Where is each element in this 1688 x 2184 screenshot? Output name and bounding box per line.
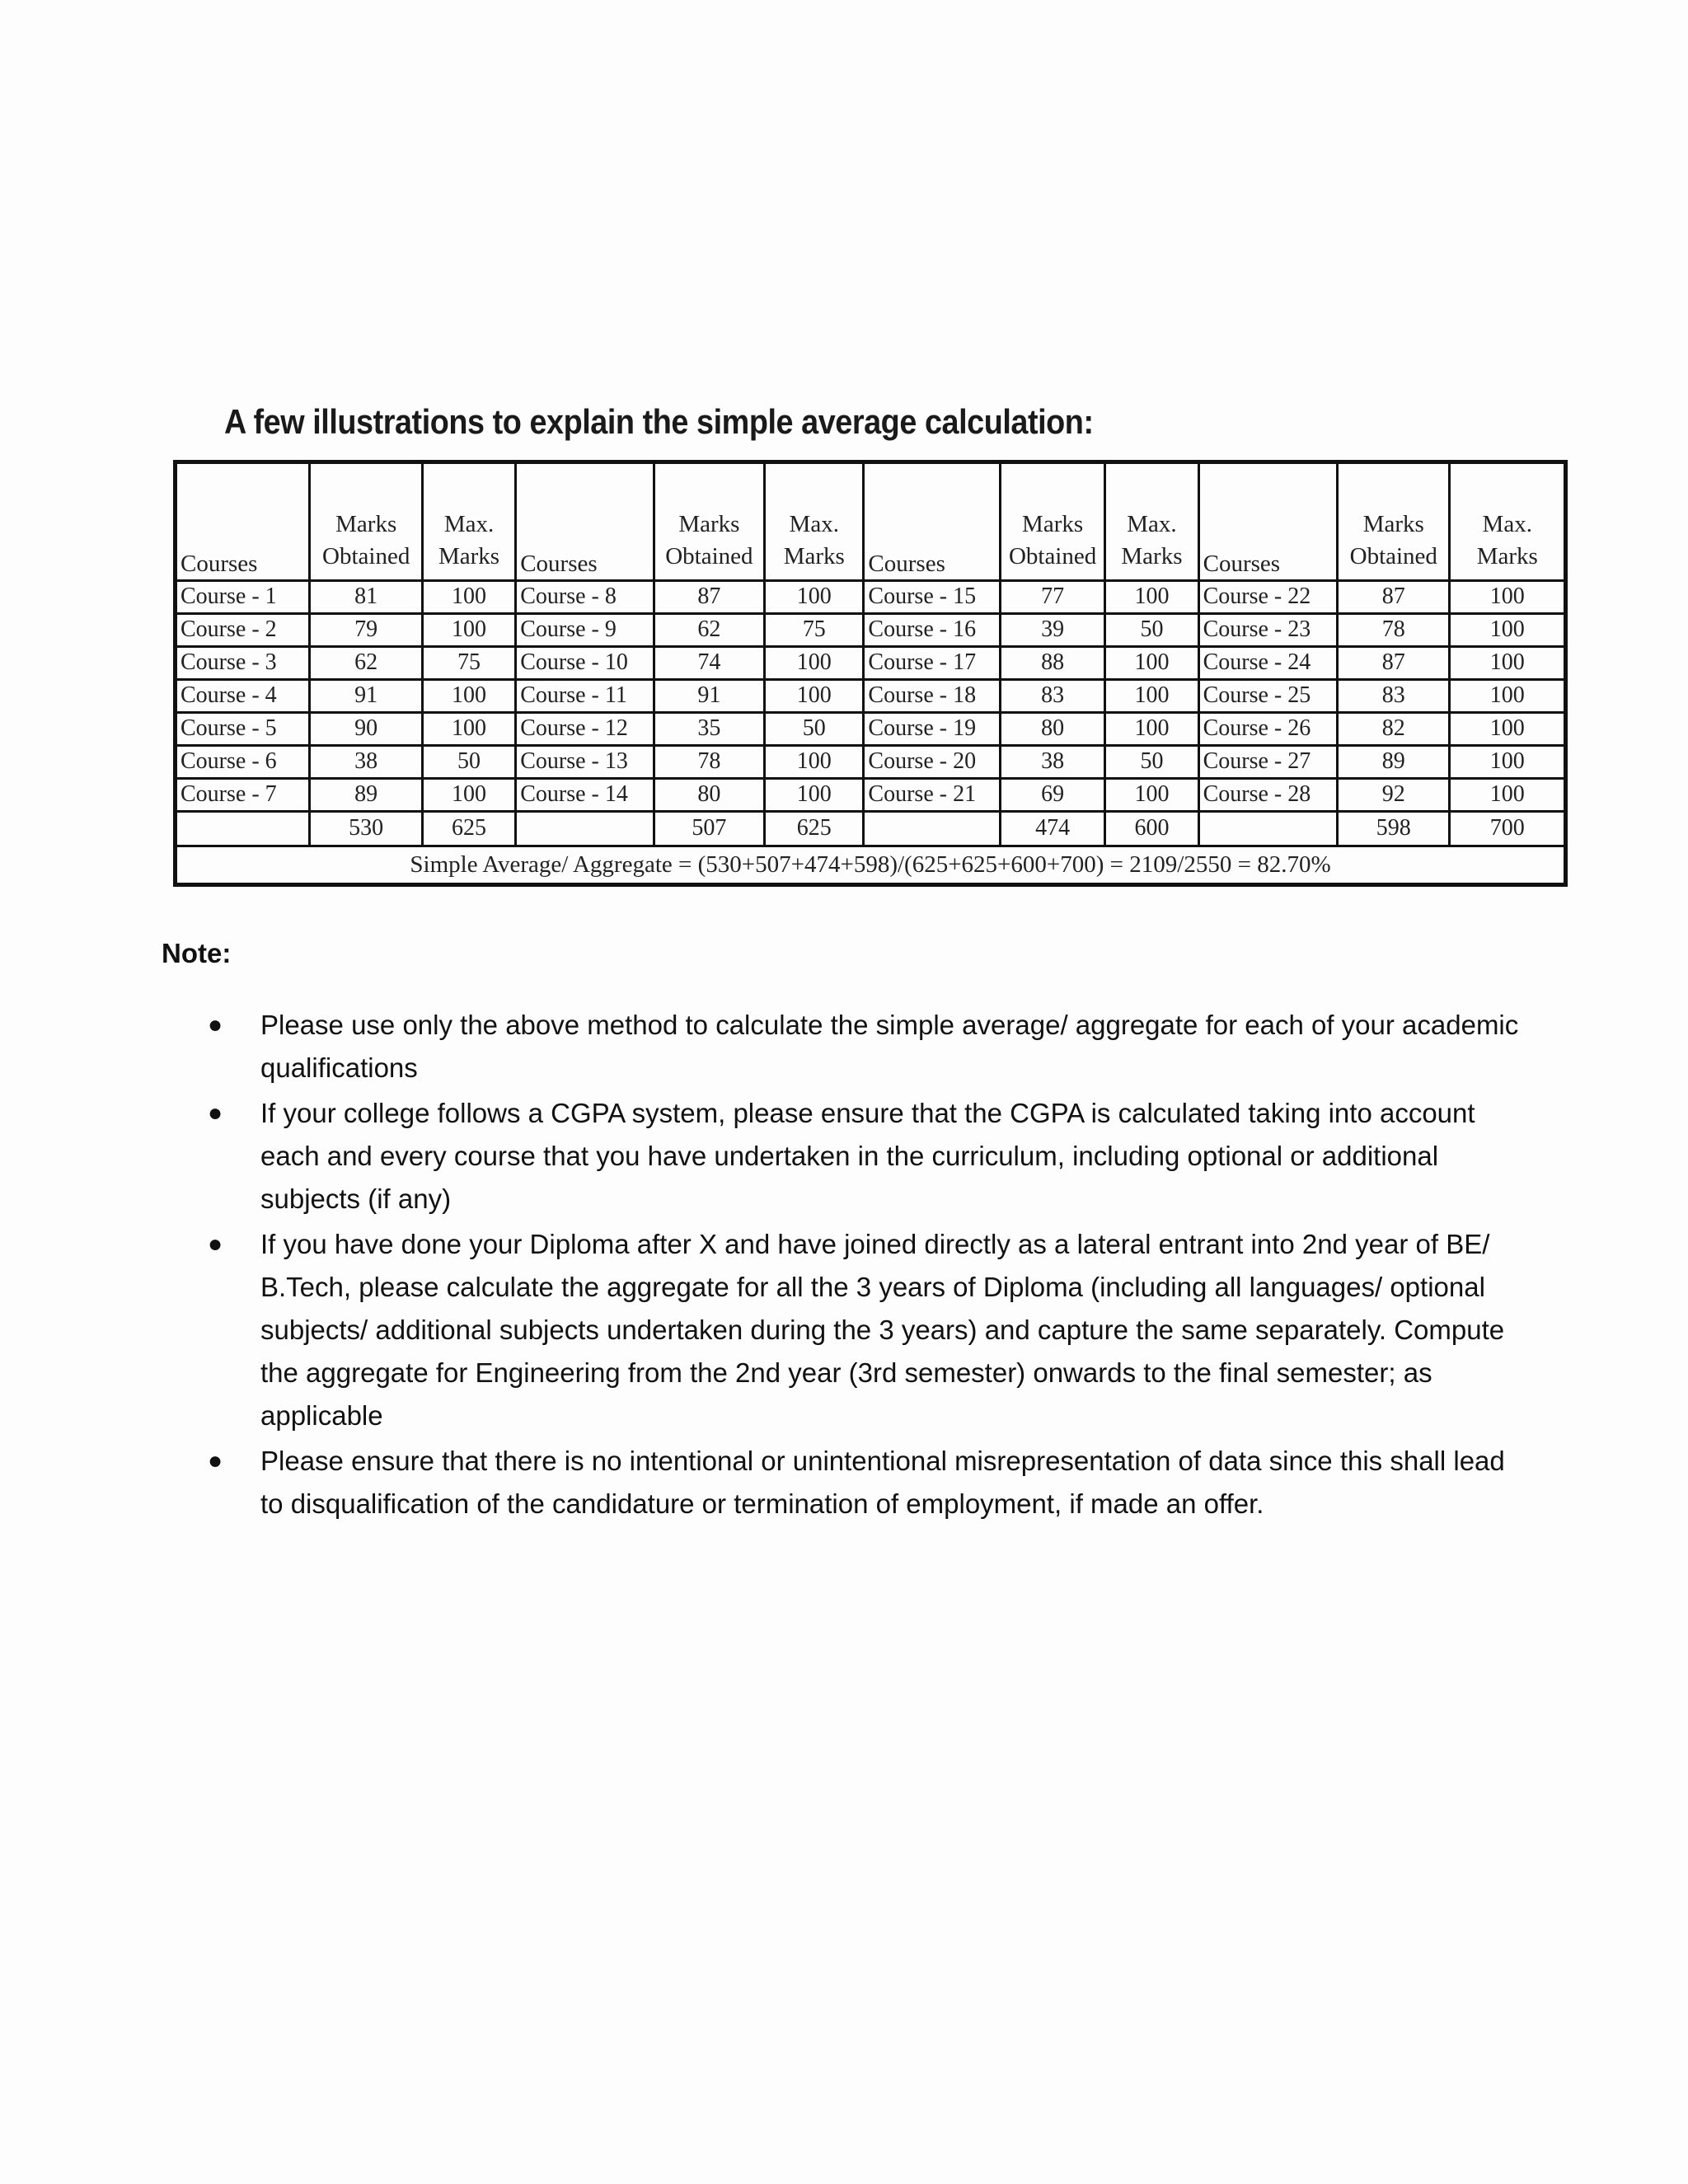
marks-obtained-cell: 78 <box>1338 613 1450 646</box>
table-row <box>176 778 1566 811</box>
course-name-cell: Course - 16 <box>864 613 1000 646</box>
marks-obtained-cell: 38 <box>1000 745 1104 778</box>
max-marks-cell: 100 <box>1105 778 1198 811</box>
marks-obtained-cell: 74 <box>654 646 764 679</box>
bullet-icon: ● <box>208 1447 223 1474</box>
course-name-cell: Course - 24 <box>1198 646 1337 679</box>
max-marks-cell: 50 <box>422 745 515 778</box>
bullet-icon: ● <box>208 1230 223 1258</box>
max-marks-cell: 50 <box>1105 613 1198 646</box>
max-marks-cell: 75 <box>422 646 515 679</box>
course-name-cell: Course - 20 <box>864 745 1000 778</box>
marks-obtained-cell: 91 <box>310 679 422 712</box>
note-item <box>0 1440 1530 1526</box>
totals-blank-cell <box>176 811 310 846</box>
table-row <box>176 679 1566 712</box>
table-body <box>176 580 1566 811</box>
max-marks-cell: 100 <box>765 580 864 613</box>
marks-obtained-cell: 88 <box>1000 646 1104 679</box>
max-marks-cell: 100 <box>422 712 515 745</box>
page-heading: A few illustrations to explain the simple average calculation: <box>224 402 1094 441</box>
totals-blank-cell <box>1198 811 1337 846</box>
note-item-text: Please use only the above method to calculate the simple average/ aggregate for each of your academic qualifications <box>260 1010 1519 1083</box>
marks-obtained-cell: 80 <box>654 778 764 811</box>
table-header-row <box>176 462 1566 581</box>
max-marks-cell: 100 <box>1450 679 1566 712</box>
total-obtained-cell: 530 <box>310 811 422 846</box>
total-obtained-cell: 507 <box>654 811 764 846</box>
max-marks-cell: 100 <box>1105 712 1198 745</box>
max-marks-cell: 100 <box>765 745 864 778</box>
course-name-cell: Course - 2 <box>176 613 310 646</box>
max-marks-cell: 100 <box>1450 745 1566 778</box>
max-marks-cell: 100 <box>422 778 515 811</box>
note-label: Note: <box>162 938 232 968</box>
max-marks-cell: 100 <box>1450 613 1566 646</box>
course-name-cell: Course - 22 <box>1198 580 1337 613</box>
max-marks-cell: 100 <box>1105 646 1198 679</box>
max-marks-cell: 100 <box>765 778 864 811</box>
totals-blank-cell <box>516 811 654 846</box>
table-row <box>176 580 1566 613</box>
note-item <box>0 1223 1530 1437</box>
total-max-cell: 700 <box>1450 811 1566 846</box>
note-item <box>0 1004 1530 1090</box>
total-max-cell: 600 <box>1105 811 1198 846</box>
note-list <box>0 1004 1688 1528</box>
marks-obtained-cell: 79 <box>310 613 422 646</box>
marks-obtained-cell: 39 <box>1000 613 1104 646</box>
marks-obtained-cell: 69 <box>1000 778 1104 811</box>
simple-average-formula: Simple Average/ Aggregate = (530+507+474+598)/(625+625+600+700) = 2109/2550 = 82.70% <box>176 846 1566 884</box>
course-name-cell: Course - 7 <box>176 778 310 811</box>
max-marks-cell: 100 <box>422 580 515 613</box>
course-name-cell: Course - 12 <box>516 712 654 745</box>
course-name-cell: Course - 25 <box>1198 679 1337 712</box>
max-marks-cell: 100 <box>1450 646 1566 679</box>
marks-obtained-cell: 83 <box>1338 679 1450 712</box>
marks-obtained-cell: 62 <box>654 613 764 646</box>
max-marks-cell: 100 <box>765 646 864 679</box>
table-row <box>176 712 1566 745</box>
marks-obtained-cell: 83 <box>1000 679 1104 712</box>
marks-obtained-cell: 78 <box>654 745 764 778</box>
max-marks-cell: 100 <box>1105 679 1198 712</box>
marks-obtained-cell: 89 <box>1338 745 1450 778</box>
courses-header: Courses <box>176 462 310 581</box>
table-row <box>176 745 1566 778</box>
max-marks-cell: 100 <box>422 613 515 646</box>
max-marks-cell: 100 <box>1105 580 1198 613</box>
course-name-cell: Course - 10 <box>516 646 654 679</box>
courses-header: Courses <box>1198 462 1337 581</box>
max-marks-header: Max. Marks <box>1105 462 1198 581</box>
max-marks-cell: 50 <box>765 712 864 745</box>
marks-obtained-cell: 87 <box>1338 646 1450 679</box>
course-name-cell: Course - 15 <box>864 580 1000 613</box>
marks-obtained-cell: 77 <box>1000 580 1104 613</box>
formula-row <box>176 846 1566 884</box>
max-marks-cell: 50 <box>1105 745 1198 778</box>
note-item-text: If you have done your Diploma after X and have joined directly as a lateral entrant into 2nd year of BE/ B.Tech, please calculate the aggregate for all the 3 years of Diploma (including all languages/ optional subjects/ additional subjects undertaken during the 3 years) and capture the same separately. Compute the aggregate for Engineering from the 2nd year (3rd semester) onwards to the final semester; as applicable <box>260 1229 1505 1431</box>
note-item-text: Please ensure that there is no intentional or unintentional misrepresentation of data since this shall lead to disqualification of the candidature or termination of employment, if made an offer. <box>260 1446 1505 1519</box>
course-name-cell: Course - 18 <box>864 679 1000 712</box>
marks-obtained-cell: 89 <box>310 778 422 811</box>
marks-obtained-header: Marks Obtained <box>310 462 422 581</box>
max-marks-header: Max. Marks <box>422 462 515 581</box>
totals-row <box>176 811 1566 846</box>
course-name-cell: Course - 6 <box>176 745 310 778</box>
table-row <box>176 613 1566 646</box>
max-marks-header: Max. Marks <box>1450 462 1566 581</box>
marks-obtained-cell: 38 <box>310 745 422 778</box>
marks-obtained-cell: 82 <box>1338 712 1450 745</box>
course-name-cell: Course - 26 <box>1198 712 1337 745</box>
note-item <box>0 1092 1530 1221</box>
course-name-cell: Course - 14 <box>516 778 654 811</box>
max-marks-cell: 100 <box>765 679 864 712</box>
course-name-cell: Course - 5 <box>176 712 310 745</box>
courses-header: Courses <box>516 462 654 581</box>
marks-obtained-cell: 90 <box>310 712 422 745</box>
course-name-cell: Course - 9 <box>516 613 654 646</box>
bullet-icon: ● <box>208 1099 223 1127</box>
course-name-cell: Course - 4 <box>176 679 310 712</box>
marks-obtained-header: Marks Obtained <box>1000 462 1104 581</box>
note-item-text: If your college follows a CGPA system, please ensure that the CGPA is calculated taking into account each and every course that you have undertaken in the curriculum, including optional or additional subjects (if any) <box>260 1098 1475 1214</box>
marks-obtained-cell: 87 <box>654 580 764 613</box>
courses-header: Courses <box>864 462 1000 581</box>
total-max-cell: 625 <box>422 811 515 846</box>
course-name-cell: Course - 1 <box>176 580 310 613</box>
total-max-cell: 625 <box>765 811 864 846</box>
marks-obtained-cell: 91 <box>654 679 764 712</box>
course-name-cell: Course - 27 <box>1198 745 1337 778</box>
marks-obtained-header: Marks Obtained <box>654 462 764 581</box>
table-row <box>176 646 1566 679</box>
course-name-cell: Course - 13 <box>516 745 654 778</box>
total-obtained-cell: 474 <box>1000 811 1104 846</box>
course-name-cell: Course - 23 <box>1198 613 1337 646</box>
max-marks-cell: 100 <box>1450 580 1566 613</box>
marks-obtained-cell: 81 <box>310 580 422 613</box>
course-name-cell: Course - 21 <box>864 778 1000 811</box>
course-name-cell: Course - 8 <box>516 580 654 613</box>
course-name-cell: Course - 28 <box>1198 778 1337 811</box>
max-marks-cell: 75 <box>765 613 864 646</box>
course-name-cell: Course - 11 <box>516 679 654 712</box>
marks-table <box>173 460 1568 887</box>
course-name-cell: Course - 3 <box>176 646 310 679</box>
max-marks-header: Max. Marks <box>765 462 864 581</box>
marks-obtained-cell: 92 <box>1338 778 1450 811</box>
total-obtained-cell: 598 <box>1338 811 1450 846</box>
marks-obtained-cell: 35 <box>654 712 764 745</box>
max-marks-cell: 100 <box>1450 778 1566 811</box>
marks-obtained-header: Marks Obtained <box>1338 462 1450 581</box>
marks-obtained-cell: 87 <box>1338 580 1450 613</box>
max-marks-cell: 100 <box>422 679 515 712</box>
marks-obtained-cell: 80 <box>1000 712 1104 745</box>
bullet-icon: ● <box>208 1011 223 1038</box>
max-marks-cell: 100 <box>1450 712 1566 745</box>
course-name-cell: Course - 19 <box>864 712 1000 745</box>
course-name-cell: Course - 17 <box>864 646 1000 679</box>
totals-blank-cell <box>864 811 1000 846</box>
marks-obtained-cell: 62 <box>310 646 422 679</box>
